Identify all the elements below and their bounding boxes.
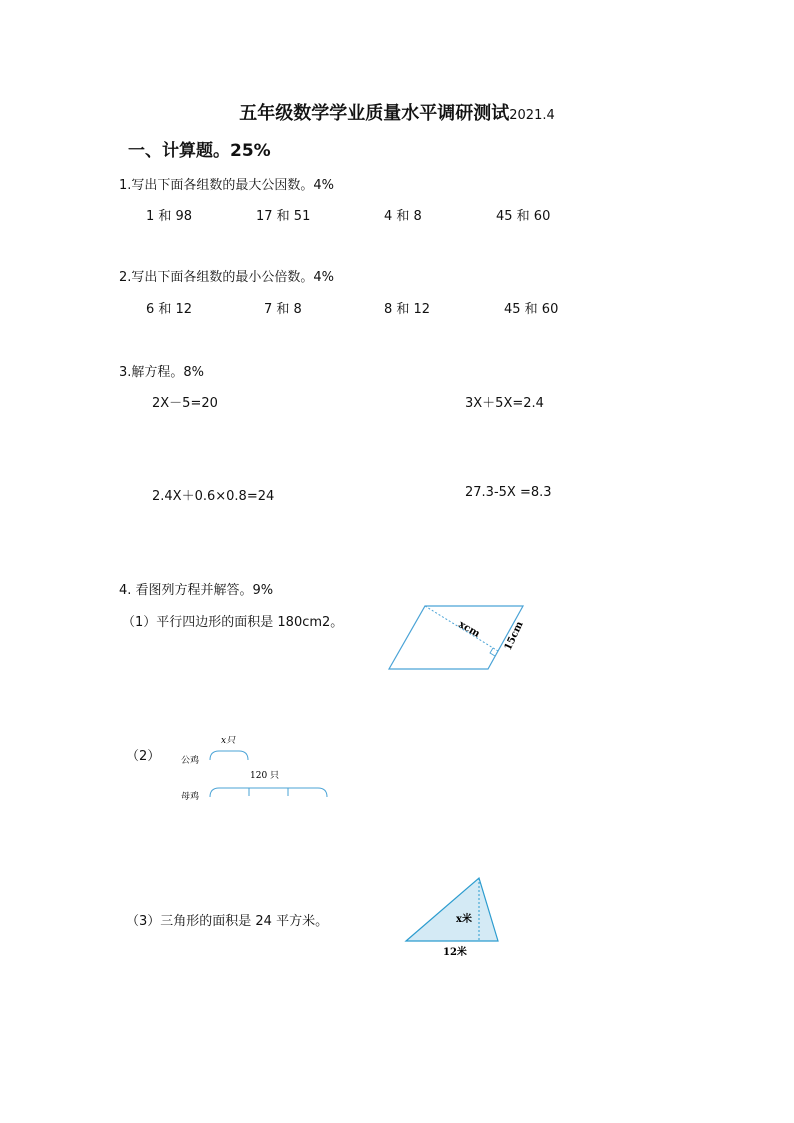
question-4: 4. 看图列方程并解答。9% xyxy=(119,583,274,598)
section-heading: 一、计算题。25% xyxy=(128,141,271,161)
equation-4: 27.3-5X =8.3 xyxy=(465,485,552,500)
q1-item-1: 1 和 98 xyxy=(146,209,193,224)
question-2: 2.写出下面各组数的最小公倍数。4% xyxy=(119,270,335,285)
question-1: 1.写出下面各组数的最大公因数。4% xyxy=(119,178,335,193)
equation-2: 3X＋5X=2.4 xyxy=(465,396,544,411)
question-3: 3.解方程。8% xyxy=(119,365,205,380)
rooster-label: 公鸡 xyxy=(181,756,200,766)
q2-item-1: 6 和 12 xyxy=(146,302,193,317)
q2-item-3: 8 和 12 xyxy=(384,302,431,317)
triangle-base-label: 12米 xyxy=(443,947,467,958)
q1-item-2: 17 和 51 xyxy=(256,209,311,224)
equation-3: 2.4X＋0.6×0.8=24 xyxy=(152,489,275,504)
total-label: 120 只 xyxy=(250,771,280,781)
q4-part1-text: （1）平行四边形的面积是 180cm2。 xyxy=(122,615,344,630)
triangle-height-label: x米 xyxy=(456,914,472,925)
q4-part2-text: （2） xyxy=(126,749,161,764)
q2-item-4: 45 和 60 xyxy=(504,302,559,317)
x-chickens-label: x只 xyxy=(221,736,236,746)
title-text: 五年级数学学业质量水平调研测试 xyxy=(239,103,510,124)
q1-item-3: 4 和 8 xyxy=(384,209,422,224)
title-date: 2021.4 xyxy=(509,108,555,123)
equation-1: 2X－5=20 xyxy=(152,396,218,411)
parallelogram-base-label: xcm xyxy=(456,619,482,640)
parallelogram-height-label: 15cm xyxy=(502,619,526,653)
q1-item-4: 45 和 60 xyxy=(496,209,551,224)
q2-item-2: 7 和 8 xyxy=(264,302,302,317)
triangle-shape xyxy=(406,878,498,941)
hen-label: 母鸡 xyxy=(181,792,200,802)
q4-part3-text: （3）三角形的面积是 24 平方米。 xyxy=(126,914,329,929)
